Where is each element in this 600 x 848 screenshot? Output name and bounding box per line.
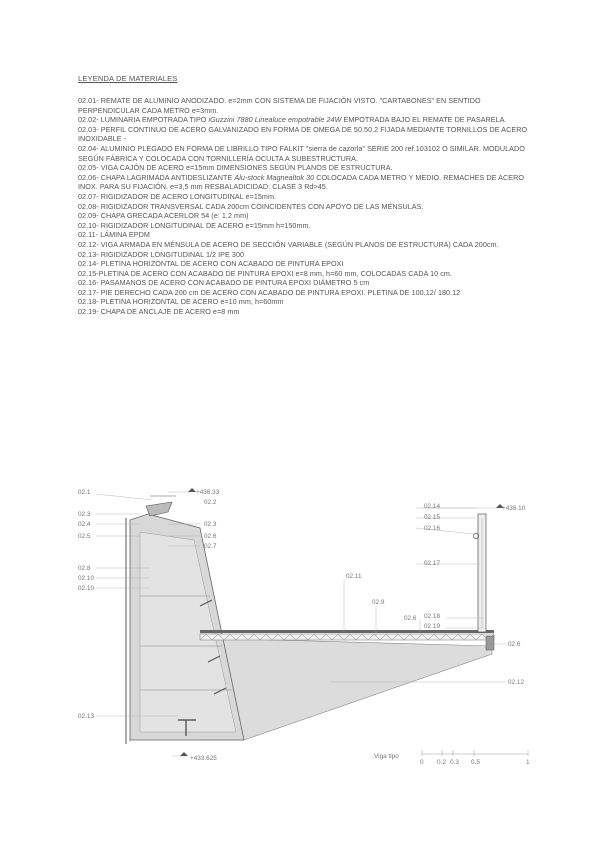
legend-title: LEYENDA DE MATERIALES bbox=[78, 74, 178, 83]
legend-item-02-04: 02.04- ALUMINIO PLEGADO EN FORMA DE LIBRILLO TIPO FALKIT "sierra de cazorla" SERIE 200 ref.103102 O SIMILAR. MODULADO SEGÚN FÁBRICA Y COLOCADA CON TORNILLERÍA OCULTA A SUBESTRUCTURA. bbox=[78, 143, 525, 163]
level-top-right: +436.10 bbox=[502, 505, 526, 512]
legend-item-02-15: 02.15-PLETINA DE ACERO CON ACABADO DE PINTURA EPOXI e=8 mm, h=60 mm, COLOCADAS CADA 10 cm. bbox=[78, 268, 452, 278]
legend-item-02-12: 02.12- VIGA ARMADA EN MÉNSULA DE ACERO DE SECCIÓN VARIABLE (SEGÚN PLANOS DE ESTRUCTURA) CADA 200cm. bbox=[78, 239, 499, 249]
legend-item-02-18: 02.18- PLETINA HORIZONTAL DE ACERO e=10 mm, h=60mm bbox=[78, 297, 284, 307]
legend-item-02-06-text-b: COLOCADA CADA METRO Y MEDIO. REMACHES DE ACERO INOX. PARA SU FIJACIÓN. e=3,5 mm RESBALADICIDAD: CLASE 3 Rd>45. bbox=[78, 172, 524, 192]
legend-item-02-08: 02.08- RIGIDIZADOR TRANSVERSAL CADA 200cm COINCIDENTES CON APOYO DE LAS MÉNSULAS. bbox=[78, 201, 424, 211]
level-marker-icon bbox=[188, 488, 196, 492]
legend-item-02-19: 02.19- CHAPA DE ANCLAJE DE ACERO e=8 mm bbox=[78, 307, 240, 317]
legend-item-02-11: 02.11- LÁMINA EPDM bbox=[78, 230, 150, 240]
scale-tick-0-5: 0.5 bbox=[471, 759, 480, 766]
scale-ticks bbox=[422, 750, 528, 756]
level-bottom: +433.625 bbox=[190, 755, 217, 762]
legend-item-02-02-text-a: 02.02- LUMINARIA EMPOTRADA TIPO bbox=[78, 115, 209, 125]
legend-item-02-03: 02.03- PERFIL CONTINUO DE ACERO GALVANIZADO EN FORMA DE OMEGA DE 50.50.2 FIJADA MEDIANTE TORNILLOS DE ACERO INOXIDABLE - bbox=[78, 124, 528, 144]
scale-tick-0-3: 0.3 bbox=[450, 759, 459, 766]
cantilever-beam-02-12 bbox=[200, 638, 492, 740]
label-02-6-top: 02.6 bbox=[204, 533, 217, 540]
label-02-8: 02.8 bbox=[78, 565, 91, 572]
label-02-7: 02.7 bbox=[204, 543, 217, 550]
label-02-5: 02.5 bbox=[78, 533, 91, 540]
legend-item-02-06-text-a: 02.06- CHAPA LAGRIMADA ANTIDESLIZANTE bbox=[78, 172, 235, 182]
legend-item-02-13: 02.13- RIGIDIZADOR LONGITUDINAL 1/2 IPE 300 bbox=[78, 249, 245, 259]
label-02-2: 02.2 bbox=[204, 499, 217, 506]
label-02-11: 02.11 bbox=[346, 573, 362, 580]
label-02-18: 02.18 bbox=[424, 613, 440, 620]
label-02-10-b: 02.10 bbox=[78, 585, 94, 592]
scale-tick-0: 0 bbox=[420, 759, 424, 766]
label-02-17: 02.17 bbox=[424, 560, 440, 567]
label-02-9: 02.9 bbox=[372, 599, 385, 606]
legend-item-02-09: 02.09- CHAPA GRECADA ACERLOR 54 (e: 1,2 mm) bbox=[78, 211, 249, 221]
legend-item-02-01: 02.01- REMATE DE ALUMINIO ANODIZADO. e=2mm CON SISTEMA DE FIJACIÓN VISTO. "CARTABONES" EN SENTIDO PERPENDICULAR CADA METRO e=3mm. bbox=[78, 96, 481, 115]
legend-item-02-07: 02.07- RIGIDIZADOR DE ACERO LONGITUDINAL e=15mm. bbox=[78, 191, 277, 201]
level-marker-icon bbox=[180, 752, 188, 756]
label-02-15: 02.15 bbox=[424, 514, 440, 521]
deck-edge-02-06 bbox=[486, 636, 494, 650]
legend-item-02-06-product: Alu-stock Magnealtok 30 bbox=[234, 172, 315, 182]
leader-line bbox=[96, 494, 152, 500]
label-02-13: 02.13 bbox=[78, 713, 94, 720]
label-02-6-mid: 02.6 bbox=[404, 615, 417, 622]
label-02-3-left: 02.3 bbox=[78, 511, 91, 518]
scale-title: Viga tipo bbox=[374, 753, 399, 760]
label-02-6-right: 02.6 bbox=[508, 641, 521, 648]
label-02-10-a: 02.10 bbox=[78, 575, 94, 582]
label-02-19: 02.19 bbox=[424, 623, 440, 630]
scale-tick-0-2: 0.2 bbox=[437, 759, 446, 766]
label-02-4: 02.4 bbox=[78, 521, 91, 528]
legend-item-02-05: 02.05- VIGA CAJÓN DE ACERO e=15mm DIMENSIONES SEGÚN PLANOS DE ESTRUCTURA. bbox=[78, 163, 393, 173]
legend-item-02-02-text-b: EMPOTRADA BAJO EL REMATE DE PASARELA. bbox=[341, 115, 507, 125]
label-02-16: 02.16 bbox=[424, 525, 440, 532]
label-02-12: 02.12 bbox=[508, 679, 524, 686]
scale-tick-1: 1 bbox=[526, 759, 530, 766]
deck-plate-02-06 bbox=[200, 630, 494, 633]
legend-item-02-16: 02.16- PASAMANOS DE ACERO CON ACABADO DE PINTURA EPOXI DIÁMETRO 5 cm bbox=[78, 278, 370, 288]
label-02-14: 02.14 bbox=[424, 503, 440, 510]
legend-item-02-10: 02.10- RIGIDIZADOR LONGITUDINAL DE ACERO e=15mm h=150mm. bbox=[78, 220, 311, 230]
label-02-3-right: 02.3 bbox=[204, 521, 217, 528]
legend-item-02-14: 02.14- PLETINA HORIZONTAL DE ACERO CON ACABADO DE PINTURA EPOXI bbox=[78, 259, 344, 269]
legend-item-02-17: 02.17- PIE DERECHO CADA 200 cm DE ACERO CON ACABADO DE PINTURA EPOXI. PLETINA DE 100.12/ 180.12 bbox=[78, 287, 461, 297]
legend-item-02-02-product: iGuzzini 7880 Linealuce empotrable 24W bbox=[208, 115, 342, 125]
top-cap-02-01 bbox=[146, 502, 172, 516]
level-top-left: +436.33 bbox=[196, 489, 220, 496]
label-02-1: 02.1 bbox=[78, 489, 91, 496]
